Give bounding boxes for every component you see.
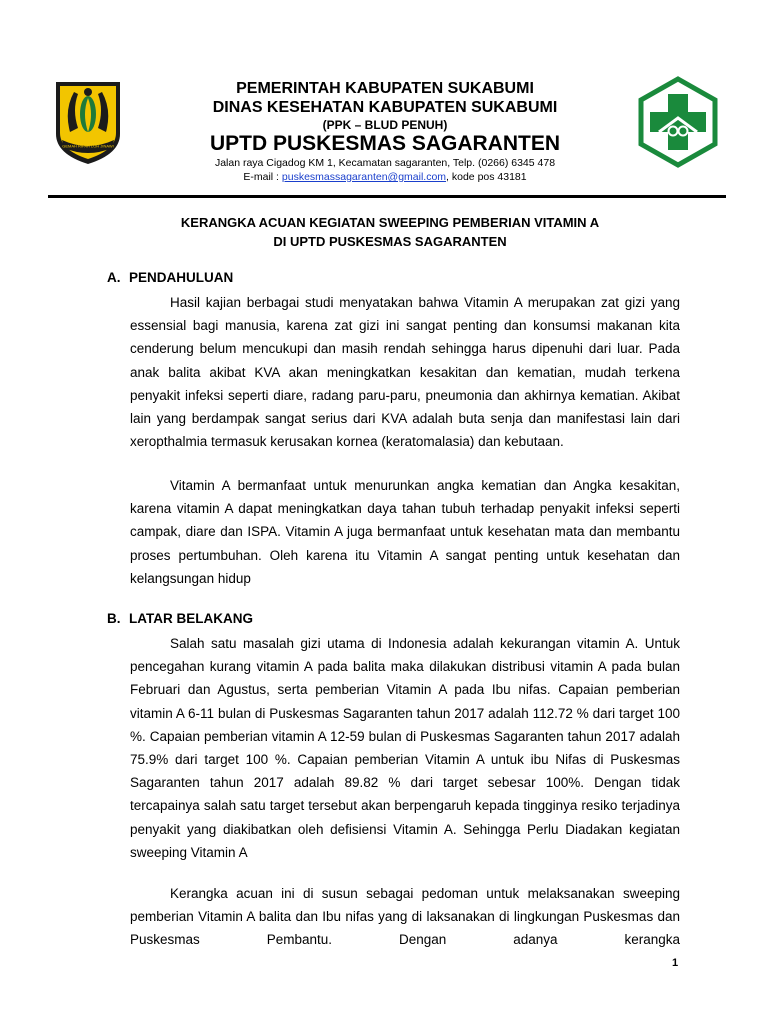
section-a-heading — [107, 270, 233, 285]
section-b-paragraph-1: Salah satu masalah gizi utama di Indonesia adalah kekurangan vitamin A. Untuk pencegahan kurang vitamin A pada balita maka dilakukan distribusi vitamin A pada bulan Februari dan Agustus, serta pemberian Vitamin A pada Ibu nifas. Capaian pemberian vitamin A 6-11 bulan di Puskesmas Sagaranten tahun 2017 adalah 112.72 % dari target 100 %. Capaian pemberian vitamin A 12-59 bulan di Puskesmas Sagaranten tahun 2017 adalah 75.9% dari target 100 %. Capaian pemberian Vitamin A untuk ibu Nifas di Puskesmas Sagaranten tahun 2017 adalah 89.82 % dari target sebesar 100%. Dengan tidak tercapainya salah satu target tersebut akan berpengaruh kepada tingginya resiko terjadinya penyakit yang diakibatkan oleh defisiensi Vitamin A. Sehingga Perlu Diadakan kegiatan sweeping Vitamin A — [130, 636, 680, 860]
letterhead-divider — [48, 195, 726, 198]
section-b-paragraph-2: Kerangka acuan ini di susun sebagai pedoman untuk melaksanakan sweeping pemberian Vitamin A balita dan Ibu nifas yang di laksanakan di lingkungan Puskesmas dan Puskesmas Pembantu. Dengan adanya kerangka — [130, 886, 680, 948]
letterhead-department: DINAS KESEHATAN KABUPATEN SUKABUMI — [212, 99, 558, 116]
document-title-line2: DI UPTD PUSKESMAS SAGARANTEN — [273, 234, 507, 249]
email-link[interactable]: puskesmassagaranten@gmail.com — [281, 171, 447, 183]
puskesmas-logo-icon — [637, 76, 719, 168]
letterhead-institution: UPTD PUSKESMAS SAGARANTEN — [209, 132, 561, 155]
emblem-motto: GEMAH RIPAH LOH JINAWI — [62, 143, 114, 149]
section-b-title: LATAR BELAKANG — [129, 611, 253, 626]
section-b-heading — [107, 611, 253, 626]
section-a-number: A. — [107, 270, 121, 285]
letterhead-status: (PPK – BLUD PENUH) — [322, 118, 448, 132]
section-a-title: PENDAHULUAN — [129, 270, 234, 285]
kabupaten-sukabumi-emblem-icon — [52, 78, 124, 166]
section-a-paragraph-1: Hasil kajian berbagai studi menyatakan bahwa Vitamin A merupakan zat gizi yang essensial bagi manusia, karena zat gizi ini sangat penting dan konsumsi makanan kita cenderung belum mencukupi dan masih rendah sehingga harus dipenuhi dari luar. Pada anak balita akibat KVA akan meningkatkan kesakitan dan kematian, mudah terkena penyakit infeksi seperti diare, radang paru-paru, pneumonia dan akhirnya kematian. Akibat lain yang berdampak sangat serius dari KVA adalah buta senja dan manifestasi lain dari xeropthalmia termasuk kerusakan kornea (keratomalasia) dan kebutaan. — [130, 295, 680, 450]
letterhead-address: Jalan raya Cigadog KM 1, Kecamatan sagaranten, Telp. (0266) 6345 478 — [214, 157, 556, 169]
page-number: 1 — [672, 957, 679, 969]
email-label: E-mail : — [243, 171, 282, 183]
section-b-number: B. — [107, 611, 121, 626]
postal-code: , kode pos 43181 — [446, 171, 527, 183]
letterhead-government: PEMERINTAH KABUPATEN SUKABUMI — [236, 80, 534, 97]
section-a-paragraph-2: Vitamin A bermanfaat untuk menurunkan angka kematian dan Angka kesakitan, karena vitamin A dapat meningkatkan daya tahan tubuh terhadap penyakit infeksi seperti campak, diare dan ISPA. Vitamin A juga bermanfaat untuk kesehatan mata dan membantu proses pertumbuhan. Oleh karena itu Vitamin A sangat penting untuk kesehatan dan kelangsungan hidup — [130, 478, 680, 586]
document-title-line1: KERANGKA ACUAN KEGIATAN SWEEPING PEMBERIAN VITAMIN A — [180, 215, 600, 230]
letterhead-contact — [140, 171, 630, 183]
